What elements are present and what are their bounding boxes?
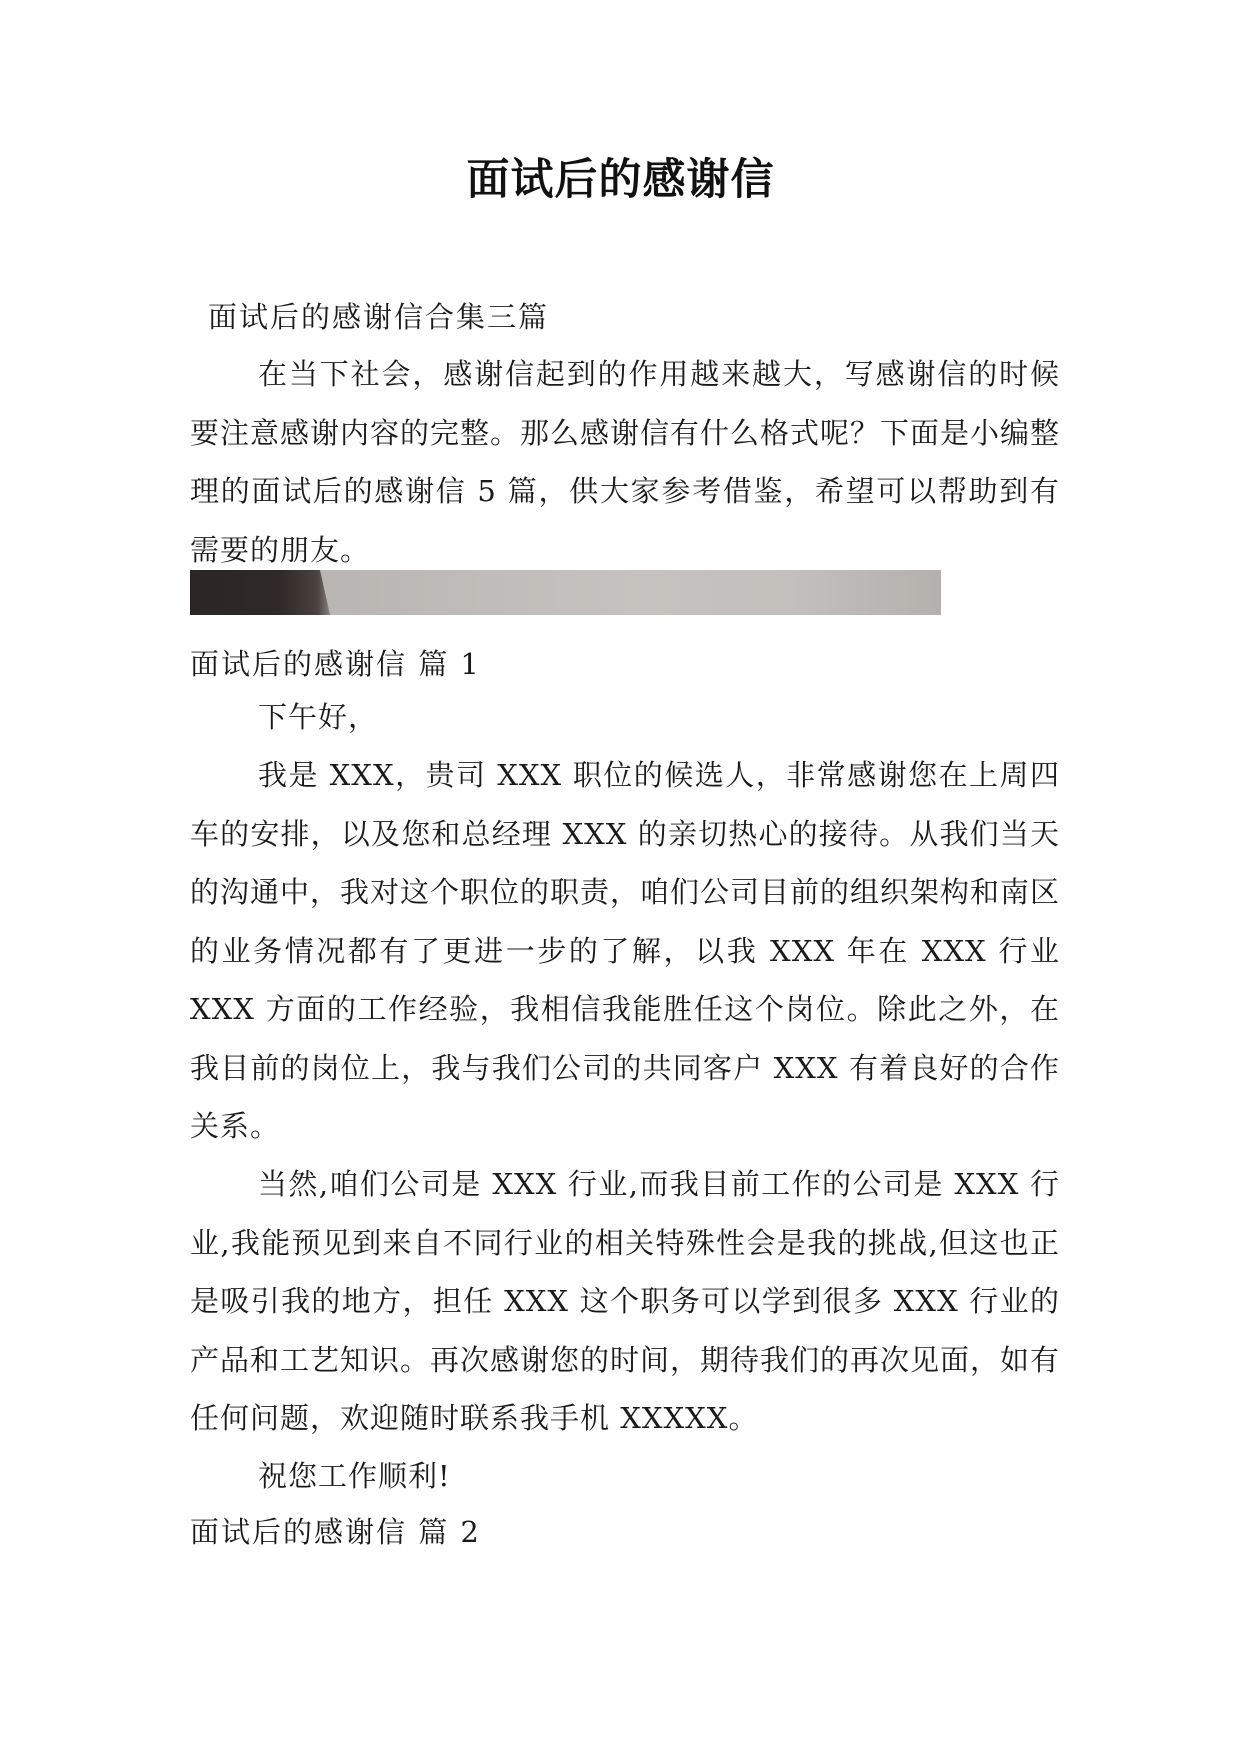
intro-paragraph: 在当下社会，感谢信起到的作用越来越大，写感谢信的时候要注意感谢内容的完整。那么感谢信有什么格式呢？下面是小编整理的面试后的感谢信 5 篇，供大家参考借鉴，希望可以帮助到有需要的朋友。 [190, 357, 1061, 567]
decorative-photo-strip [190, 570, 941, 615]
page-title: 面试后的感谢信 [466, 155, 775, 205]
section-2-heading: 面试后的感谢信 篇 2 [190, 1515, 481, 1549]
section-1-heading: 面试后的感谢信 篇 1 [190, 647, 481, 681]
document-subtitle: 面试后的感谢信合集三篇 [208, 300, 550, 334]
photo-dark-region [190, 570, 340, 615]
section-1-greeting: 下午好， [258, 700, 379, 734]
section-1-paragraph-2: 当然,咱们公司是 XXX 行业,而我目前工作的公司是 XXX 行业,我能预见到来自不同行业的相关特殊性会是我的挑战,但这也正是吸引我的地方，担任 XXX 这个职务可以学到很多 XXX 行业的产品和工艺知识。再次感谢您的时间，期待我们的再次见面，如有任何问题，欢迎随时联系我手机 XXXXX。 [190, 1167, 1061, 1435]
section-1-closing: 祝您工作顺利! [258, 1459, 451, 1493]
section-1-paragraph-1: 我是 XXX，贵司 XXX 职位的候选人，非常感谢您在上周四车的安排，以及您和总经理 XXX 的亲切热心的接待。从我们当天的沟通中，我对这个职位的职责，咱们公司目前的组织架构和南区的业务情况都有了更进一步的了解，以我 XXX 年在 XXX 行业 XXX 方面的工作经验，我相信我能胜任这个岗位。除此之外，在我目前的岗位上，我与我们公司的共同客户 XXX 有着良好的合作关系。 [190, 758, 1061, 1143]
